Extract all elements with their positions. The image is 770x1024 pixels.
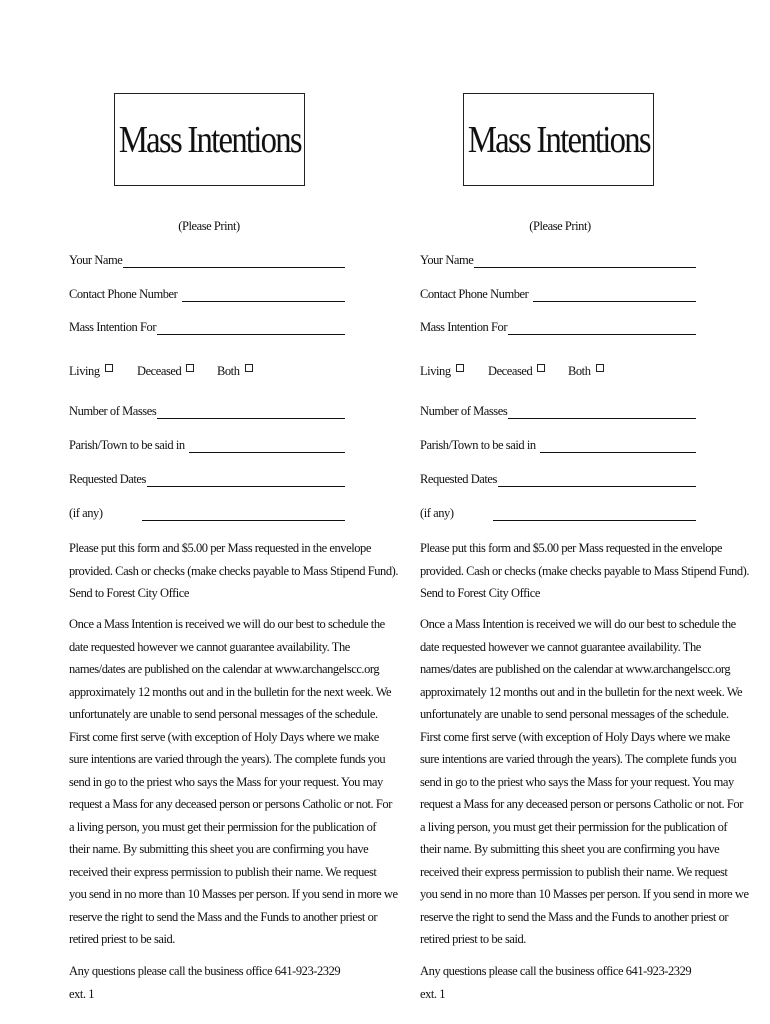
form-title: Mass Intentions [467,118,650,161]
please-print-note: (Please Print) [529,219,591,233]
policy-line: retired priest to be said. [69,932,175,946]
policy-line: approximately 12 months out and in the bulletin for the next week. We [420,684,743,699]
policy-line: you send in no more than 10 Masses per person. If you send in more we [420,887,749,901]
instructions-line: Please put this form and $5.00 per Mass requested in the envelope [69,541,371,555]
contact-phone-field[interactable] [69,287,345,302]
parish-town-field[interactable] [420,438,696,453]
deceased-option[interactable] [137,364,217,379]
number-of-masses-blank[interactable] [508,408,696,419]
policy-line: you send in no more than 10 Masses per person. If you send in more we [69,887,398,901]
both-checkbox[interactable] [245,364,253,372]
number-of-masses-field[interactable] [420,404,696,419]
policy-line: approximately 12 months out and in the bulletin for the next week. We [69,684,392,699]
policy-line: First come first serve (with exception of Holy Days where we make [420,729,730,744]
number-of-masses-label: Number of Masses [69,404,157,418]
requested-dates-blank[interactable] [147,476,345,487]
policy-line: request a Mass for any deceased person or persons Catholic or not. For [420,797,743,811]
policy-line: a living person, you must get their permission for the publication of [420,819,728,834]
if-any-blank[interactable] [493,510,696,521]
if-any-label: (if any) [420,506,454,520]
number-of-masses-field[interactable] [69,404,345,419]
policy-line: Once a Mass Intention is received we will do our best to schedule the [69,617,385,631]
instructions-line: provided. Cash or checks (make checks payable to Mass Stipend Fund). [420,563,750,578]
policy-line: retired priest to be said. [420,932,526,946]
contact-phone-field[interactable] [420,287,696,302]
your-name-field[interactable] [420,253,696,268]
policy-line: names/dates are published on the calendar at www.archangelscc.org [69,662,380,676]
deceased-option[interactable] [488,364,568,379]
your-name-field[interactable] [69,253,345,268]
mass-intention-for-blank[interactable] [508,324,696,335]
living-checkbox[interactable] [456,364,464,372]
mass-intention-for-field[interactable] [420,320,696,335]
parish-town-label: Parish/Town to be said in [69,438,185,452]
contact-phone-blank[interactable] [533,291,696,302]
both-option[interactable] [568,364,604,379]
intention-type-options [420,364,604,379]
policy-paragraph [69,613,398,951]
title-box [463,93,654,186]
contact-phone-label: Contact Phone Number [420,287,529,301]
policy-line: their name. By submitting this sheet you are confirming you have [69,842,369,856]
requested-dates-label: Requested Dates [69,472,146,486]
instructions-line: Please put this form and $5.00 per Mass requested in the envelope [420,541,722,555]
please-print-note: (Please Print) [178,219,240,233]
both-label: Both [217,364,240,378]
parish-town-blank[interactable] [540,442,696,453]
mass-intention-for-blank[interactable] [157,324,345,335]
policy-line: date requested however we cannot guarantee availability. The [69,639,350,654]
policy-line: request a Mass for any deceased person or persons Catholic or not. For [69,797,392,811]
policy-paragraph [420,613,749,951]
requested-dates-label: Requested Dates [420,472,497,486]
requested-dates-field[interactable] [420,472,696,487]
requested-dates-blank[interactable] [498,476,696,487]
your-name-label: Your Name [69,253,123,267]
requested-dates-field[interactable] [69,472,345,487]
instructions-line: provided. Cash or checks (make checks payable to Mass Stipend Fund). [69,563,399,578]
policy-line: send in go to the priest who says the Mass for your request. You may [69,774,383,789]
instructions-line: Send to Forest City Office [69,586,190,600]
parish-town-field[interactable] [69,438,345,453]
deceased-checkbox[interactable] [537,364,545,372]
policy-line: sure intentions are varied through the years). The complete funds you [69,752,386,766]
contact-note: Any questions please call the business office 641-923-2329 ext. 1 [69,964,341,1001]
form-title: Mass Intentions [118,118,301,161]
your-name-label: Your Name [420,253,474,267]
policy-line: a living person, you must get their permission for the publication of [69,819,377,834]
policy-line: reserve the right to send the Mass and the Funds to another priest or [420,909,729,924]
deceased-label: Deceased [488,364,533,378]
living-option[interactable] [69,364,137,379]
living-label: Living [69,364,100,378]
policy-line: sure intentions are varied through the years). The complete funds you [420,752,737,766]
policy-line: received their express permission to publish their name. We request [69,864,377,879]
deceased-checkbox[interactable] [186,364,194,372]
policy-line: received their express permission to publish their name. We request [420,864,728,879]
policy-line: send in go to the priest who says the Mass for your request. You may [420,774,734,789]
policy-line: unfortunately are unable to send personal messages of the schedule. [420,707,729,721]
if-any-label: (if any) [69,506,103,520]
your-name-blank[interactable] [474,257,696,268]
mass-intention-for-field[interactable] [69,320,345,335]
instructions-paragraph [420,537,750,605]
policy-line: names/dates are published on the calendar at www.archangelscc.org [420,662,731,676]
living-option[interactable] [420,364,488,379]
policy-line: unfortunately are unable to send personal messages of the schedule. [69,707,378,721]
both-option[interactable] [217,364,253,379]
if-any-field[interactable] [69,506,345,521]
policy-line: First come first serve (with exception of Holy Days where we make [69,729,379,744]
number-of-masses-blank[interactable] [157,408,345,419]
if-any-blank[interactable] [142,510,345,521]
policy-line: their name. By submitting this sheet you are confirming you have [420,842,720,856]
parish-town-label: Parish/Town to be said in [420,438,536,452]
both-checkbox[interactable] [596,364,604,372]
living-label: Living [420,364,451,378]
contact-note: Any questions please call the business office 641-923-2329 ext. 1 [420,964,692,1001]
if-any-field[interactable] [420,506,696,521]
mass-intention-for-label: Mass Intention For [69,320,157,334]
title-box [114,93,305,186]
number-of-masses-label: Number of Masses [420,404,508,418]
policy-line: date requested however we cannot guarantee availability. The [420,639,701,654]
parish-town-blank[interactable] [189,442,345,453]
instructions-line: Send to Forest City Office [420,586,541,600]
policy-line: reserve the right to send the Mass and the Funds to another priest or [69,909,378,924]
both-label: Both [568,364,591,378]
deceased-label: Deceased [137,364,182,378]
mass-intention-for-label: Mass Intention For [420,320,508,334]
living-checkbox[interactable] [105,364,113,372]
instructions-paragraph [69,537,399,605]
contact-phone-label: Contact Phone Number [69,287,178,301]
intention-type-options [69,364,253,379]
your-name-blank[interactable] [123,257,345,268]
contact-phone-blank[interactable] [182,291,345,302]
policy-line: Once a Mass Intention is received we will do our best to schedule the [420,617,736,631]
